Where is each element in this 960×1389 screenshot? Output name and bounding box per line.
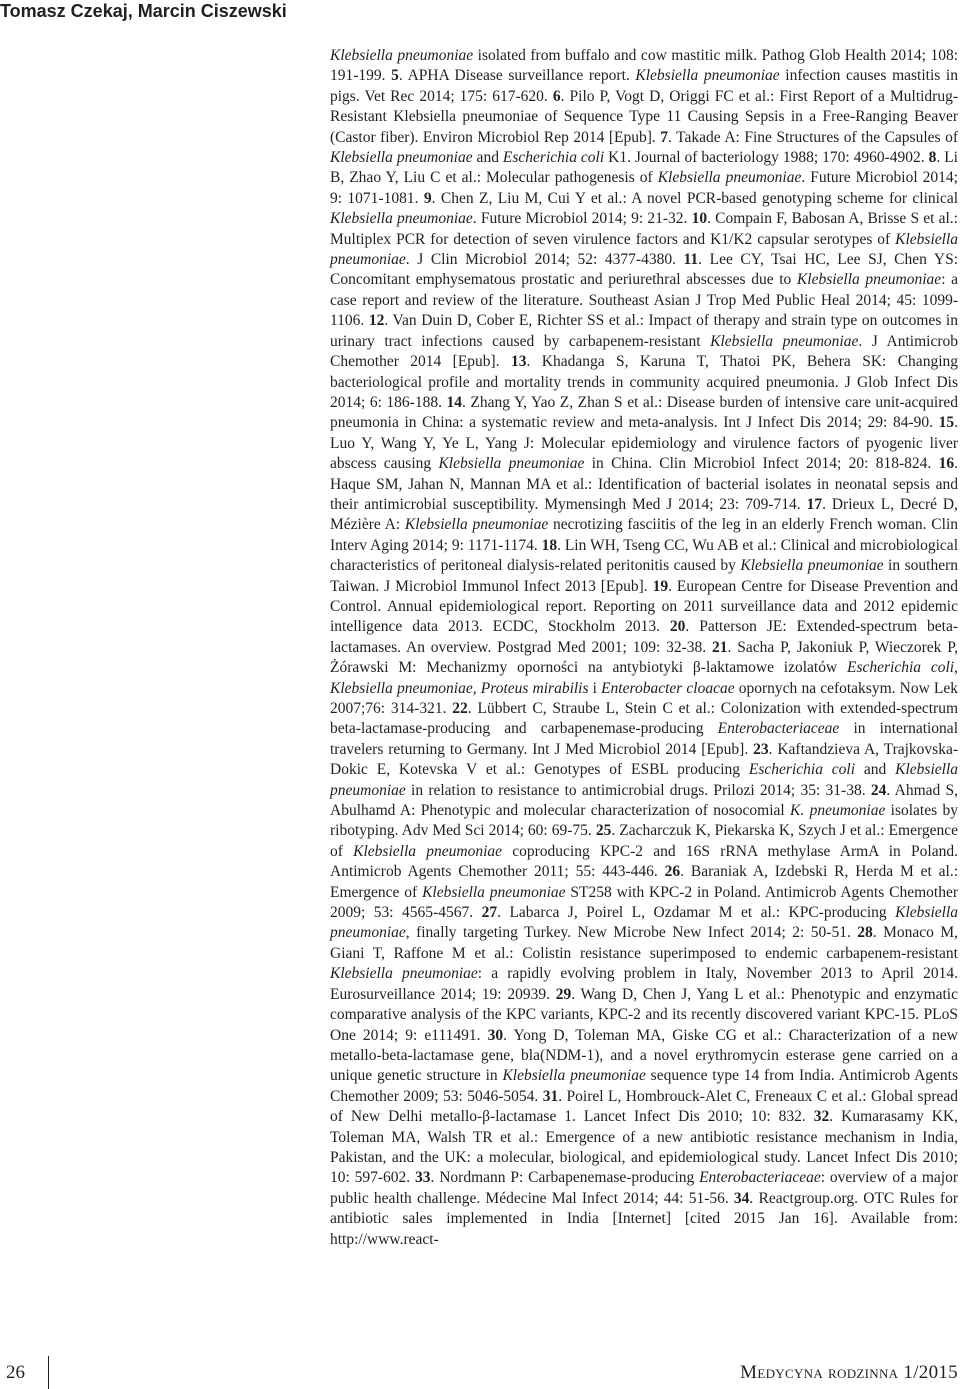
journal-issue: 1/2015 <box>903 1362 958 1383</box>
reference-text: and <box>855 761 896 779</box>
reference-number: 16 <box>938 455 955 473</box>
reference-text: Zacharczuk K, Piekarska K, Szych J et al.: Emergence of <box>330 822 958 860</box>
species-name: Proteus mirabilis <box>480 679 589 697</box>
species-name: Escherichia coli <box>748 761 856 779</box>
reference-list <box>330 46 958 1250</box>
species-name: Klebsiella pneumoniae <box>438 455 585 473</box>
species-name: Klebsiella pneumoniae <box>635 67 780 85</box>
reference-number: 21 <box>712 638 728 656</box>
reference-number: 20 <box>669 618 686 636</box>
reference-entry: 10. Compain F, Babosan A, Brisse S et al.: Multiplex PCR for detection of seven virulence factors and K1/K2 capsular serotypes of Klebsiella pneumoniae. J Clin Microbiol 2014; 52: 4377-4380. <box>330 210 958 269</box>
reference-entry: 17. Drieux L, Decré D, Mézière A: Klebsiella pneumoniae necrotizing fasciitis of the leg in an elderly French woman. Clin Interv Aging 2014; 9: 1171-1174. <box>330 495 959 554</box>
reference-text: Lin WH, Tseng CC, Wu AB et al.: Clinical and microbiological characteristics of peritoneal dialysis-related peritonitis caused by <box>330 536 958 575</box>
species-name: Klebsiella pneumoniae <box>330 965 478 983</box>
reference-text: in relation to resistance to antimicrobial drugs. Prilozi 2014; 35: 31-38. <box>405 781 871 799</box>
reference-entry: 13. Khadanga S, Karuna T, Thatoi PK, Behera SK: Changing bacteriological profile and mortality trends in community acquired pneumonia. J Glob Infect Dis 2014; 6: 186-188. <box>330 353 958 411</box>
reference-text: , <box>472 679 481 697</box>
reference-number: 7 <box>660 128 669 146</box>
reference-entry: 24. Ahmad S, Abulhamd A: Phenotypic and molecular characterization of nosocomial K. pneumoniae isolates by ribotyping. Adv Med Sci 2014; 60: 69-75. <box>330 781 959 840</box>
species-name: Klebsiella pneumoniae <box>502 1067 646 1085</box>
reference-text: in international travelers returning to Germany. Int J Med Microbiol 2014 [Epub]. <box>330 720 958 758</box>
reference-number: 15 <box>938 414 955 432</box>
reference-text: Pilo P, Vogt D, Origgi FC et al.: First Report of a Multidrug-Resistant Klebsiella pneumoniae of Sequence Type 11 Causing Sepsis in a Free-Ranging Beaver (Castor fiber). Environ Microbiol Rep 2014 [Epub]. <box>330 87 959 146</box>
reference-number: 18 <box>541 536 558 554</box>
reference-entry: 20. Patterson JE: Extended-spectrum beta-lactamases. An overview. Postgrad Med 2001; 109: 32-38. <box>330 618 959 656</box>
reference-text: sequence type 14 from India. Antimicrob Agents Chemother 2009; 53: 5046-5054. <box>330 1067 958 1105</box>
species-name: Klebsiella pneumoniae <box>796 271 942 289</box>
reference-text: Khadanga S, Karuna T, Thatoi PK, Behera SK: Changing bacteriological profile and mortality trends in community acquired pneumonia. J Glob Infect Dis 2014; 6: 186-188. <box>330 353 958 411</box>
reference-entry: 28. Monaco M, Giani T, Raffone M et al.: Colistin resistance superimposed to endemic carbapenem-resistant Klebsiella pneumoniae: a rapidly evolving problem in Italy, November 2013 to April 2014. Eurosurveillance 2014; 19: 20939. <box>330 924 959 1003</box>
reference-text: Labarca J, Poirel L, Ozdamar M et al.: KPC-producing <box>509 904 896 922</box>
reference-entry: 34. Reactgroup.org. OTC Rules for antibiotic sales implemented in India [Internet] [cited 2015 Jan 16]. Available from: http://www.react- <box>330 1189 958 1248</box>
reference-text: Baraniak A, Izdebski R, Herda M et al.: Emergence of <box>330 863 959 901</box>
reference-entry: 11. Lee CY, Tsai HC, Lee SJ, Chen YS: Concomitant emphysematous prostatic and periurethral abscesses due to Klebsiella pneumoniae: a case report and review of the literature. Southeast Asian J Trop Med Public Heal 2014; 45: 1099-1106. <box>330 251 959 330</box>
reference-text: Reactgroup.org. OTC Rules for antibiotic sales implemented in India [Internet] [cited 2015 Jan 16]. Available from: http://www.react- <box>330 1189 958 1248</box>
reference-number: 22 <box>452 700 468 717</box>
species-name: Escherichia coli <box>502 149 605 167</box>
species-name: Klebsiella pneumoniae <box>353 842 503 860</box>
reference-text: Drieux L, Decré D, Mézière A: <box>330 495 959 534</box>
reference-number: 19 <box>652 577 669 595</box>
reference-number: 9 <box>423 189 432 207</box>
reference-entry: 31. Poirel L, Hombrouck-Alet C, Freneaux C et al.: Global spread of New Delhi metallo-β-lactamase 1. Lancet Infect Dis 2010; 10: 832. <box>330 1087 959 1126</box>
reference-text: coproducing KPC-2 and 16S rRNA methylase ArmA in Poland. Antimicrob Agents Chemother 2011; 55: 443-446. <box>330 842 958 881</box>
reference-text: in southern Taiwan. J Microbiol Immunol Infect 2013 [Epub]. <box>330 557 958 595</box>
reference-number: 34 <box>733 1189 750 1207</box>
reference-text: Sacha P, Jakoniuk P, Wieczorek P, Żórawski M: Mechanizmy oporności na antybiotyki β-laktamowe izolatów <box>330 638 959 677</box>
reference-number: 27 <box>481 904 498 922</box>
reference-text: . Future Microbiol 2014; 9: 21-32. <box>472 210 692 228</box>
footer-divider <box>48 1356 49 1389</box>
species-name: Klebsiella pneumoniae <box>422 883 566 901</box>
reference-number: 10 <box>691 210 708 228</box>
reference-number: 13 <box>511 353 527 371</box>
reference-text: . J Clin Microbiol 2014; 52: 4377-4380. <box>405 251 684 269</box>
reference-text: Takade A: Fine Structures of the Capsules of <box>676 128 958 146</box>
reference-text: . Future Microbiol 2014; 9: 1071-1081. <box>330 169 958 207</box>
reference-number: 23 <box>753 740 769 758</box>
reference-text: Compain F, Babosan A, Brisse S et al.: Multiplex PCR for detection of seven virulence factors and K1/K2 capsular serotypes of <box>330 210 958 248</box>
species-name: Klebsiella pneumoniae <box>330 679 473 697</box>
reference-text: ST258 with KPC-2 in Poland. Antimicrob Agents Chemother 2009; 53: 4565-4567. <box>330 883 958 922</box>
reference-text: APHA Disease surveillance report. <box>407 67 636 85</box>
reference-entry: 23. Kaftandzieva A, Trajkovska-Dokic E, Kotevska V et al.: Genotypes of ESBL producing Escherichia coli and Klebsiella pneumoniae in relation to resistance to antimicrobial drugs. Prilozi 2014; 35: 31-38. <box>330 740 958 799</box>
species-name: Klebsiella pneumoniae <box>330 47 474 64</box>
species-name: Enterobacteriaceae <box>717 720 840 738</box>
reference-text: Lee CY, Tsai HC, Lee SJ, Chen YS: Concomitant emphysematous prostatic and periurethral abscesses due to <box>330 251 959 289</box>
reference-number: 25 <box>595 822 612 840</box>
species-name: Klebsiella pneumoniae <box>657 169 802 187</box>
reference-number: 11 <box>683 251 699 269</box>
reference-text: : a rapidly evolving problem in Italy, November 2013 to April 2014. Eurosurveillance 2014; 19: 20939. <box>330 965 959 1003</box>
species-name: Enterobacter cloacae <box>601 679 735 697</box>
reference-number: 12 <box>368 312 385 330</box>
reference-text: in China. Clin Microbiol Infect 2014; 20: 818-824. <box>584 455 939 473</box>
reference-number: 26 <box>664 863 681 881</box>
reference-text: Zhang Y, Yao Z, Zhan S et al.: Disease burden of intensive care unit-acquired pneumonia in China: a systematic review and meta-analysis. Int J Infect Dis 2014; 29: 84-90. <box>330 393 959 432</box>
reference-number: 32 <box>813 1108 830 1126</box>
reference-text: , finally targeting Turkey. New Microbe New Infect 2014; 2: 50-51. <box>405 924 858 942</box>
reference-entry: 12. Van Duin D, Cober E, Richter SS et al.: Impact of therapy and strain type on outcomes in urinary tract infections caused by carbapenem-resistant Klebsiella pneumoniae. J Antimicrob Chemother 2014 [Epub]. <box>330 312 958 371</box>
reference-text: Lübbert C, Straube L, Stein C et al.: Colonization with extended-spectrum beta-lactamase-producing and carbapenemase-producing <box>330 700 958 738</box>
reference-text: opornych na cefotaksym. Now Lek 2007;76: 314-321. <box>330 679 959 717</box>
reference-entry: 16. Haque SM, Jahan N, Mannan MA et al.: Identification of bacterial isolates in neonatal sepsis and their antimicrobial susceptibility. Mymensingh Med J 2014; 23: 709-714. <box>330 455 958 513</box>
reference-entry: 15. Luo Y, Wang Y, Ye L, Yang J: Molecular epidemiology and virulence factors of pyogenic liver abscess causing Klebsiella pneumoniae in China. Clin Microbiol Infect 2014; 20: 818-824. <box>330 414 958 473</box>
reference-entry: 33. Nordmann P: Carbapenemase-producing Enterobacteriaceae: overview of a major public health challenge. Médecine Mal Infect 2014; 44: 51-56. <box>330 1169 959 1207</box>
reference-number: 24 <box>870 781 887 799</box>
reference-text: Patterson JE: Extended-spectrum beta-lactamases. An overview. Postgrad Med 2001; 109: 32-38. <box>330 618 959 656</box>
reference-number: 8 <box>928 149 937 167</box>
reference-text: European Centre for Disease Prevention and Control. Annual epidemiological report. Reporting on 2011 surveillance data and 2012 epidemic intelligence data 2013. ECDC, Stockholm 2013. <box>330 577 959 636</box>
species-name: Klebsiella pneumoniae <box>710 332 859 350</box>
reference-text: Poirel L, Hombrouck-Alet C, Freneaux C et al.: Global spread of New Delhi metallo-β-lactamase 1. Lancet Infect Dis 2010; 10: 832. <box>330 1087 959 1126</box>
reference-number: 6 <box>552 87 561 105</box>
reference-text: Luo Y, Wang Y, Ye L, Yang J: Molecular epidemiology and virulence factors of pyogenic liver abscess causing <box>330 434 958 473</box>
species-name: Escherichia coli <box>847 659 955 677</box>
species-name: Klebsiella pneumoniae <box>330 230 958 269</box>
species-name: Enterobacteriaceae <box>699 1169 821 1187</box>
reference-text: Chen Z, Liu M, Cui Y et al.: A novel PCR-based genotyping scheme for clinical <box>440 189 959 207</box>
reference-text: and <box>472 149 503 167</box>
reference-entry: 30. Yong D, Toleman MA, Giske CG et al.: Characterization of a new metallo-beta-lactamase gene, bla(NDM-1), and a novel erythromycin esterase gene carried on a unique genetic structure in Klebsiella pneumoniae sequence type 14 from India. Antimicrob Agents Chemother 2009; 53: 5046-5054. <box>330 1026 958 1105</box>
reference-entry: 7. Takade A: Fine Structures of the Capsules of Klebsiella pneumoniae and Escherichia coli K1. Journal of bacteriology 1988; 170: 4960-4902. <box>330 128 958 167</box>
reference-entry: 18. Lin WH, Tseng CC, Wu AB et al.: Clinical and microbiological characteristics of peritoneal dialysis-related peritonitis caused by Klebsiella pneumoniae in southern Taiwan. J Microbiol Immunol Infect 2013 [Epub]. <box>330 536 958 595</box>
reference-text: . J Antimicrob Chemother 2014 [Epub]. <box>330 332 958 371</box>
reference-entry: 9. Chen Z, Liu M, Cui Y et al.: A novel PCR-based genotyping scheme for clinical Klebsiella pneumoniae. Future Microbiol 2014; 9: 21-32. <box>330 189 959 228</box>
journal-footer <box>740 1362 958 1384</box>
reference-entry: 21. Sacha P, Jakoniuk P, Wieczorek P, Żórawski M: Mechanizmy oporności na antybiotyki β-laktamowe izolatów Escherichia coli, Klebsiella pneumoniae, Proteus mirabilis i Enterobacter cloacae opornych na cefotaksym. Now Lek 2007;76: 314-321. <box>330 638 959 717</box>
reference-text: Kaftandzieva A, Trajkovska-Dokic E, Kotevska V et al.: Genotypes of ESBL producing <box>330 740 958 779</box>
reference-text: Yong D, Toleman MA, Giske CG et al.: Characterization of a new metallo-beta-lactamase gene, bla(NDM-1), and a novel erythromycin esterase gene carried on a unique genetic structure in <box>330 1026 958 1085</box>
reference-text: isolated from buffalo and cow mastitic milk. Pathog Glob Health 2014; 108: 191-199. <box>330 47 958 85</box>
reference-entry: 26. Baraniak A, Izdebski R, Herda M et al.: Emergence of Klebsiella pneumoniae ST258 with KPC-2 in Poland. Antimicrob Agents Chemother 2009; 53: 4565-4567. <box>330 863 959 922</box>
reference-text: Wang D, Chen J, Yang L et al.: Phenotypic and enzymatic comparative analysis of the KPC variants, KPC-2 and its recently discovered variant KPC-15. PLoS One 2014; 9: e111491. <box>330 985 958 1044</box>
reference-text: i <box>588 679 602 697</box>
reference-number: 17 <box>806 495 823 513</box>
reference-entry: 32. Kumarasamy KK, Toleman MA, Walsh TR et al.: Emergence of a new antibiotic resistance mechanism in India, Pakistan, and the UK: a molecular, biological, and epidemiological study. Lancet Infect Dis 2010; 10: 597-602. <box>330 1108 959 1187</box>
reference-entry: 22. Lübbert C, Straube L, Stein C et al.: Colonization with extended-spectrum beta-lactamase-producing and carbapenemase-producing Enterobacteriaceae in international travelers returning to Germany. Int J Med Microbiol 2014 [Epub]. <box>330 700 958 758</box>
reference-entry: 5. APHA Disease surveillance report. Klebsiella pneumoniae infection causes mastitis in pigs. Vet Rec 2014; 175: 617-620. <box>330 67 958 105</box>
reference-number: 30 <box>487 1026 504 1044</box>
reference-number: 5 <box>391 67 399 85</box>
species-name: Klebsiella pneumoniae <box>330 904 959 942</box>
journal-name: Medycyna rodzinna <box>740 1362 899 1383</box>
reference-text: : a case report and review of the literature. Southeast Asian J Trop Med Public Heal 2014; 45: 1099-1106. <box>330 271 959 330</box>
reference-text: , <box>954 659 958 677</box>
reference-text: Ahmad S, Abulhamd A: Phenotypic and molecular characterization of nosocomial <box>330 781 959 820</box>
reference-text: isolates by ribotyping. Adv Med Sci 2014; 60: 69-75. <box>330 802 958 840</box>
reference-text: necrotizing fasciitis of the leg in an elderly French woman. Clin Interv Aging 2014; 9: 1171-1174. <box>330 516 958 554</box>
reference-number: 29 <box>555 985 572 1003</box>
reference-number: 14 <box>446 393 462 411</box>
reference-text: Monaco M, Giani T, Raffone M et al.: Colistin resistance superimposed to endemic carbapenem-resistant <box>330 924 959 962</box>
reference-entry: 29. Wang D, Chen J, Yang L et al.: Phenotypic and enzymatic comparative analysis of the KPC variants, KPC-2 and its recently discovered variant KPC-15. PLoS One 2014; 9: e111491. <box>330 985 958 1044</box>
reference-text: K1. Journal of bacteriology 1988; 170: 4960-4902. <box>604 149 929 167</box>
reference-entry: 19. European Centre for Disease Prevention and Control. Annual epidemiological report. Reporting on 2011 surveillance data and 2012 epidemic intelligence data 2013. ECDC, Stockholm 2013. <box>330 577 959 636</box>
reference-entry: 6. Pilo P, Vogt D, Origgi FC et al.: First Report of a Multidrug-Resistant Klebsiella pneumoniae of Sequence Type 11 Causing Sepsis in a Free-Ranging Beaver (Castor fiber). Environ Microbiol Rep 2014 [Epub]. <box>330 87 959 146</box>
page-number: 26 <box>6 1362 25 1383</box>
reference-text: infection causes mastitis in pigs. Vet Rec 2014; 175: 617-620. <box>330 67 958 105</box>
reference-text: Li B, Zhao Y, Liu C et al.: Molecular pathogenesis of <box>330 149 958 187</box>
species-name: Klebsiella pneumoniae <box>740 557 884 575</box>
reference-text: Haque SM, Jahan N, Mannan MA et al.: Identification of bacterial isolates in neonatal sepsis and their antimicrobial susceptibility. Mymensingh Med J 2014; 23: 709-714. <box>330 475 958 513</box>
species-name: Klebsiella pneumoniae <box>330 761 958 799</box>
species-name: K. pneumoniae <box>790 802 886 820</box>
reference-number: 33 <box>415 1169 431 1187</box>
species-name: Klebsiella pneumoniae <box>330 149 473 167</box>
species-name: Klebsiella pneumoniae <box>330 210 473 228</box>
running-header-authors: Tomasz Czekaj, Marcin Ciszewski <box>0 1 287 21</box>
reference-entry: 25. Zacharczuk K, Piekarska K, Szych J et al.: Emergence of Klebsiella pneumoniae coproducing KPC-2 and 16S rRNA methylase ArmA in Poland. Antimicrob Agents Chemother 2011; 55: 443-446. <box>330 822 958 881</box>
reference-number: 31 <box>542 1087 559 1105</box>
reference-text: Van Duin D, Cober E, Richter SS et al.: Impact of therapy and strain type on outcomes in urinary tract infections caused by carbapenem-resistant <box>330 312 958 350</box>
reference-number: 28 <box>857 924 873 942</box>
reference-entry: 14. Zhang Y, Yao Z, Zhan S et al.: Disease burden of intensive care unit-acquired pneumonia in China: a systematic review and meta-analysis. Int J Infect Dis 2014; 29: 84-90. <box>330 393 959 432</box>
species-name: Klebsiella pneumoniae <box>404 516 549 534</box>
reference-text: Kumarasamy KK, Toleman MA, Walsh TR et al.: Emergence of a new antibiotic resistance mechanism in India, Pakistan, and the UK: a molecular, biological, and epidemiological study. Lancet Infect Dis 2010; 10: 597-602. <box>330 1108 959 1187</box>
reference-text: Nordmann P: Carbapenemase-producing <box>439 1169 700 1187</box>
reference-text: : overview of a major public health challenge. Médecine Mal Infect 2014; 44: 51-56. <box>330 1169 959 1207</box>
reference-entry: 27. Labarca J, Poirel L, Ozdamar M et al.: KPC-producing Klebsiella pneumoniae, finally targeting Turkey. New Microbe New Infect 2014; 2: 50-51. <box>330 904 959 942</box>
reference-entry: 8. Li B, Zhao Y, Liu C et al.: Molecular pathogenesis of Klebsiella pneumoniae. Future Microbiol 2014; 9: 1071-1081. <box>330 149 958 207</box>
